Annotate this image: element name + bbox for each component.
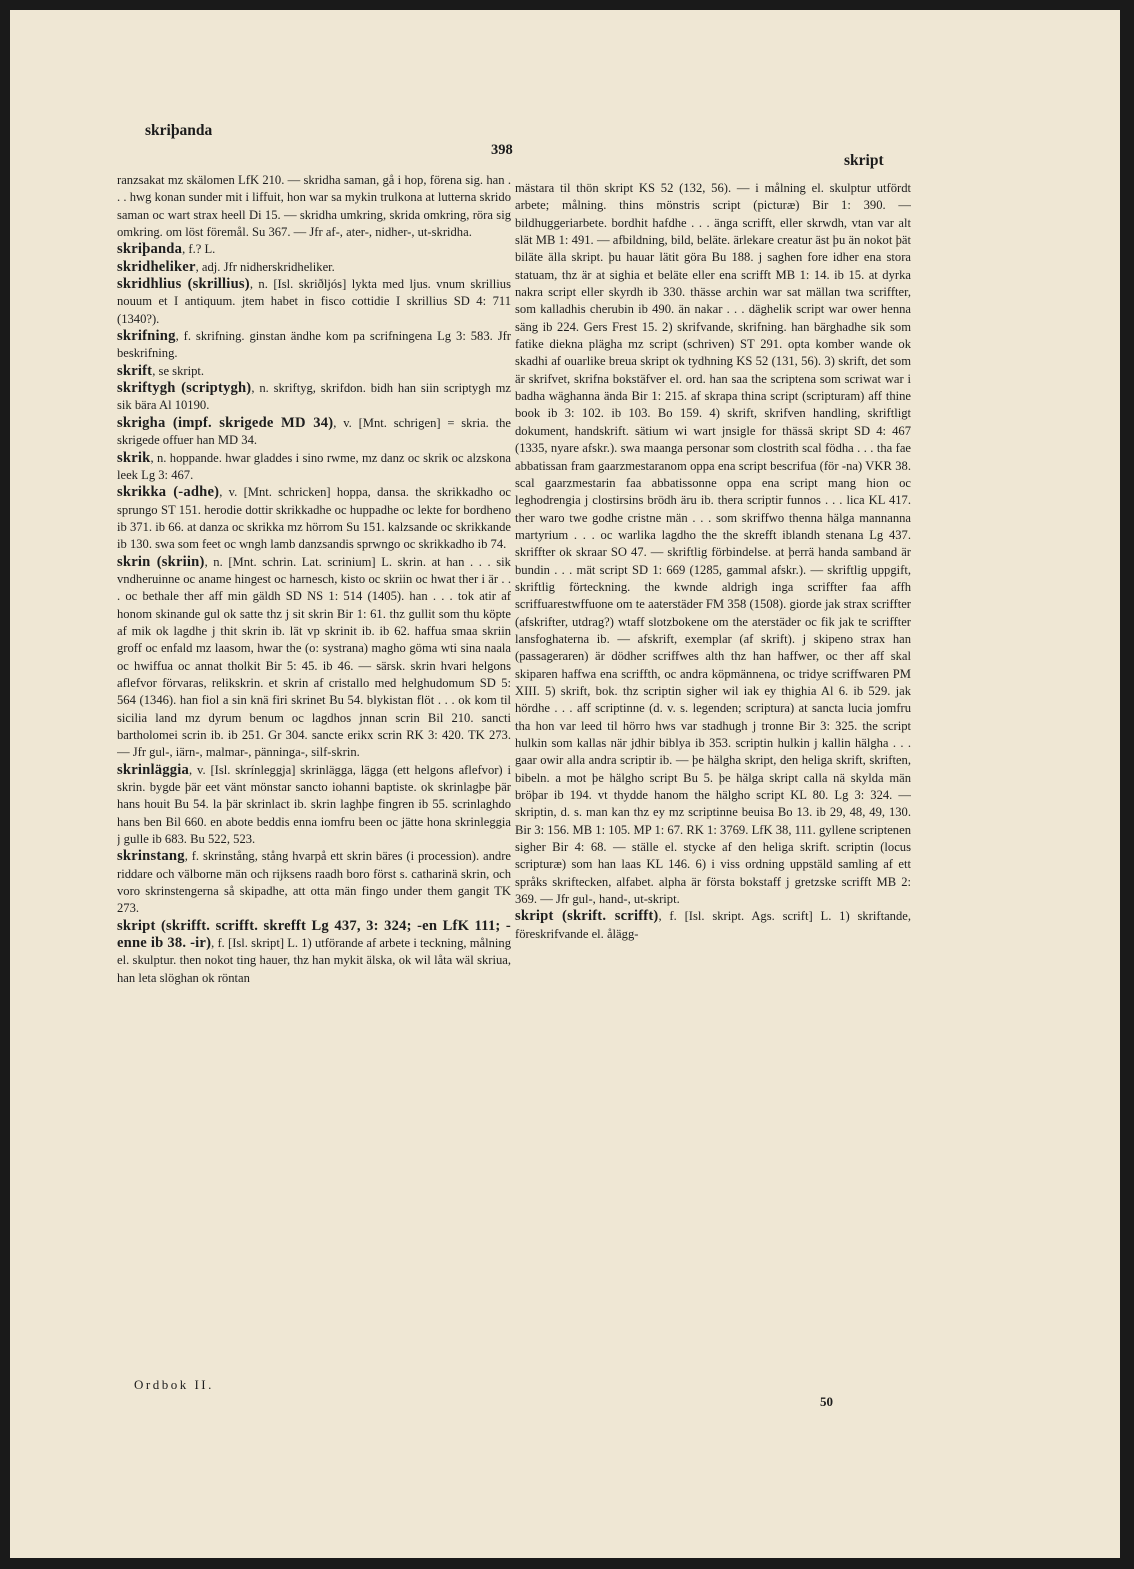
dictionary-entry: skriþanda, f.? L. <box>117 241 216 258</box>
folio-number: 50 <box>820 1394 833 1409</box>
dictionary-entry: skrikka (-adhe), v. [Mnt. schricken] hoppa, dansa. the skrikkadho oc sprungo ST 151. herodie dottir skrikkadhe oc huppadhe oc lekte for bordheno ib 371. ib 66. at danza oc skrikka mz hörrom Su 151. kalzsande oc skrikkande ib 130. swa som feet oc wngh lamb danzsandis sprwngo oc skrikkadho ib 74. <box>117 484 511 552</box>
dictionary-entry: mästara til thön skript KS 52 (132, 56). — i målning el. skulptur utfördt arbete; målning. thins mönstris script (picturæ) Bir 1: 390. — bildhuggeriarbete. bordhit hafdhe . . . änga scrifft, eller skrwdh, vtan var alt slät MB 1: 491. — afbildning, bild, beläte. ärlekare creatur äst þu än nokot þät biläte älla skript. þu hauar lätit göra Bu 188. j saghen fore idher ena stora statuam, thz är at sighia et beläte eller ena scrifft MB 1: 14. ib 15. at dyrka nakra script eller skyrdh ib 330. thässe archin war sat mällan twa scriffter, som kalladhis cherubin ib 490. än nakar . . . däghelik script war ower henna säng ib 224. Gers Frest 15. 2) skrifvande, skrifning. han bärghadhe sik som fatike diekna plägha mz script (schriven) ST 291. opta komber wande ok skadhi af ouarlike breua skript ok tydhning KS 52 (131, 56). 3) skrift, det som är skrifvet, skrifna bokstäfver el. ord. han saa the scriptena som scriwat war i badha wäghanna ända Bir 1: 215. af skrapa thina script (scripturam) aff thine book ib 3: 102. ib 103. Bo 159. 4) skrift, skrifven handling, skriftligt dokument, handskrift. sätium wi wart jnsigle for thässä skript SD 4: 467 (1335, nyare afskr.). swa maanga personar som clostrith scal födha . . . tha fae abbatissan fram gaarzmestaranom oppa ena script bescrifua (för -na) VKR 38. scal gaarzmestarin faa abbatissonne oppa ena script mang hion oc leghodrengia j clostirsins brödh äru ib. thera scriptir funnos . . . lica KL 417. ther waro twe godhe cristne män . . . som skriffwo thenna hälga mannanna martyrium . . . oc warlika lagdho the the skrefft iblandh stenana Lg 437. skriffter ok skraar SO 47. — skriftlig förbindelse. at þerrä handa samband är bundin . . . mät script SD 1: 669 (1285, gammal afskr.). — skriftlig uppgift, skriftlig förteckning. the kwnde aldrigh inga scriffter faa affh scriffuarestwffuone om te aaterstäder FM 358 (1508). giorde jak strax scriffter (afskrifter, utdrag?) wtaff slotzbokene om the aterstäder oc fik jak te scriffter lansfoghaterna ib. — afskrift, exemplar (af skrift). j skipeno strax han (passageraren) är dödher scriffwes alth thz han haffwer, oc ther aff skal skiparen haffwa ena scriffth, oc andra köpmännena, oc tridye scriffwaren PM XIII. 5) skrift, bok. thz scriptin sigher wil iak ey thighia Al 6. ib 529. jak hördhe . . . aff scriptinne (d. v. s. legenden; scriptura) at sancta lucia jomfru tha hon var leed til hörro hws var stadhugh j tronne Bir 3: 325. the script hulkin som kallas när jdhir biblya ib 353. scriptin hulkin j kallin hälgha . . . gaar owir alla andra scriptir ib. — þe hälgha skript, den heliga skrift, skriften, bibeln. a mot þe hälgho script Bu 5. þe hälga skript calla nä skylda män bröþar ib 194. vt thydde hanom the hälgho script KL 80. Lg 3: 324. — skriptin, d. s. man kan thz ey mz scriptinne beuisa Bo 13. ib 29, 48, 49, 130. Bir 3: 156. MB 1: 105. MP 1: 67. RK 1: 3769. LfK 38, 111. gyllene scriptenen sigher Bir 4: 68. — ställe el. stycke af den heliga skrift. scriptin (locus scripturæ) som han laas KL 146. 6) i viss ordning uppstäld samling af ett språks skriftecken, alfabet. alpha är första bokstaff j gretzske scrifft MB 2: 369. — Jfr gul-, hand-, ut-skript. <box>515 181 911 907</box>
dictionary-entry: skrifning, f. skrifning. ginstan ändhe kom pa scrifningena Lg 3: 583. Jfr beskrifning. <box>117 328 511 361</box>
dictionary-entry: skrinstang, f. skrinstång, stång hvarpå ett skrin bäres (i procession). andre riddare och välborne män och rijksens raadh boro först s. catharinä skrin, och voro skrinstengerna så skipadhe, att otta män fingo under them gangit TK 273. <box>117 848 511 916</box>
dictionary-entry: skridheliker, adj. Jfr nidherskridheliker. <box>117 258 335 275</box>
dictionary-entry: skrin (skriin), n. [Mnt. schrin. Lat. scrinium] L. skrin. at han . . . sik vndheruinne oc aname hingest oc harnesch, kisto oc skriin oc hwat ther i är . . . oc bethale ther aff min gäldh SD NS 1: 514 (1405). han . . . tok atir af honom skinande gul ok satte thz j sit skrin Bir 1: 61. thz gullit som thu köpte af mik ok lagdhe j thit skrin ib. lät vp skrinit ib. ib 62. haffua smaa skriin groff oc enfald mz laasom, hwar the (o: systrana) magho göma wti sina naala oc hwiffua oc annat tholkit Bir 5: 45. ib 46. — särsk. skrin hvari helgons aflefvor förvaras, relikskrin. et skrin af cristallo med helghudomum SD 5: 564 (1346). han fiol a sin knä firi skrinet Bu 54. blykistan flöt . . . ok kom til sicilia land mz dyrum benum oc lagdhos jnnan scrin Bil 210. sancti bartholomei scrin ib. ib 251. Gr 304. sancte erikx scrin RK 3: 420. TK 273. — Jfr gul-, iärn-, malmar-, pänninga-, silf-skrin. <box>117 553 511 760</box>
dictionary-entry: ranzsakat mz skälomen LfK 210. — skridha saman, gå i hop, förena sig. han . . . hwg konan sunder mit i liffuit, hon war sa mykin trulkona at lutterna skrido saman oc wart strax heell Di 15. — skridha umkring, skrida omkring, röra sig omkring. om löst föremål. Su 367. — Jfr af-, ater-, nidher-, ut-skridha. <box>117 173 511 240</box>
dictionary-entry: skriftygh (scriptygh), n. skriftyg, skrifdon. bidh han siin scriptygh mz sik bära Al 10190. <box>117 380 511 413</box>
dictionary-entry: skrigha (impf. skrigede MD 34), v. [Mnt. schrigen] = skria. the skrigede offuer han MD 34. <box>117 414 511 448</box>
left-running-head: skriþanda <box>145 122 213 139</box>
page-number: 398 <box>491 142 513 158</box>
dictionary-entry: skript (skrift. scrifft), f. [Isl. skript. Ags. scrift] L. 1) skriftande, föreskrifvande el. ålägg- <box>515 908 911 941</box>
signature-mark: Ordbok II. <box>134 1377 214 1392</box>
dictionary-entry: skridhlius (skrillius), n. [Isl. skriðljós] lykta med ljus. vnum skrillius nouum et I antiquum. jtem habet in fisco cottidie I skrillius SD 4: 711 (1340?). <box>117 276 511 326</box>
dictionary-entry: skrift, se skript. <box>117 362 205 379</box>
right-running-head: skript <box>844 152 884 169</box>
dictionary-entry: skrik, n. hoppande. hwar gladdes i sino rwme, mz danz oc skrik oc alzskona leek Lg 3: 467. <box>117 449 511 482</box>
dictionary-entry: skript (skrifft. scrifft. skrefft Lg 437, 3: 324; -en LfK 111; -enne ib 38. -ir), f. [Isl. skript] L. 1) utförande af arbete i teckning, målning el. skulptur. then nokot ting hauer, thz han mykit älska, ok wil låta wäl skriua, han leta slöghan ok röntan <box>117 917 511 985</box>
dictionary-page <box>10 10 1120 1558</box>
left-column <box>117 172 511 1392</box>
right-column <box>515 180 911 1392</box>
dictionary-entry: skrinläggia, v. [Isl. skrínleggja] skrinlägga, lägga (ett helgons aflefvor) i skrin. bygde þär eet vänt mönstar sancto iohanni baptiste. ok skrinlagþe þär hans houit Bu 54. la þär skrinlact ib. skrin laghþe fingren ib 55. scrinlaghdo hans ben Bil 660. en abote beddis enna iomfru been oc jätte hona skrinleggia j gulle ib 683. Bu 522, 523. <box>117 761 511 847</box>
